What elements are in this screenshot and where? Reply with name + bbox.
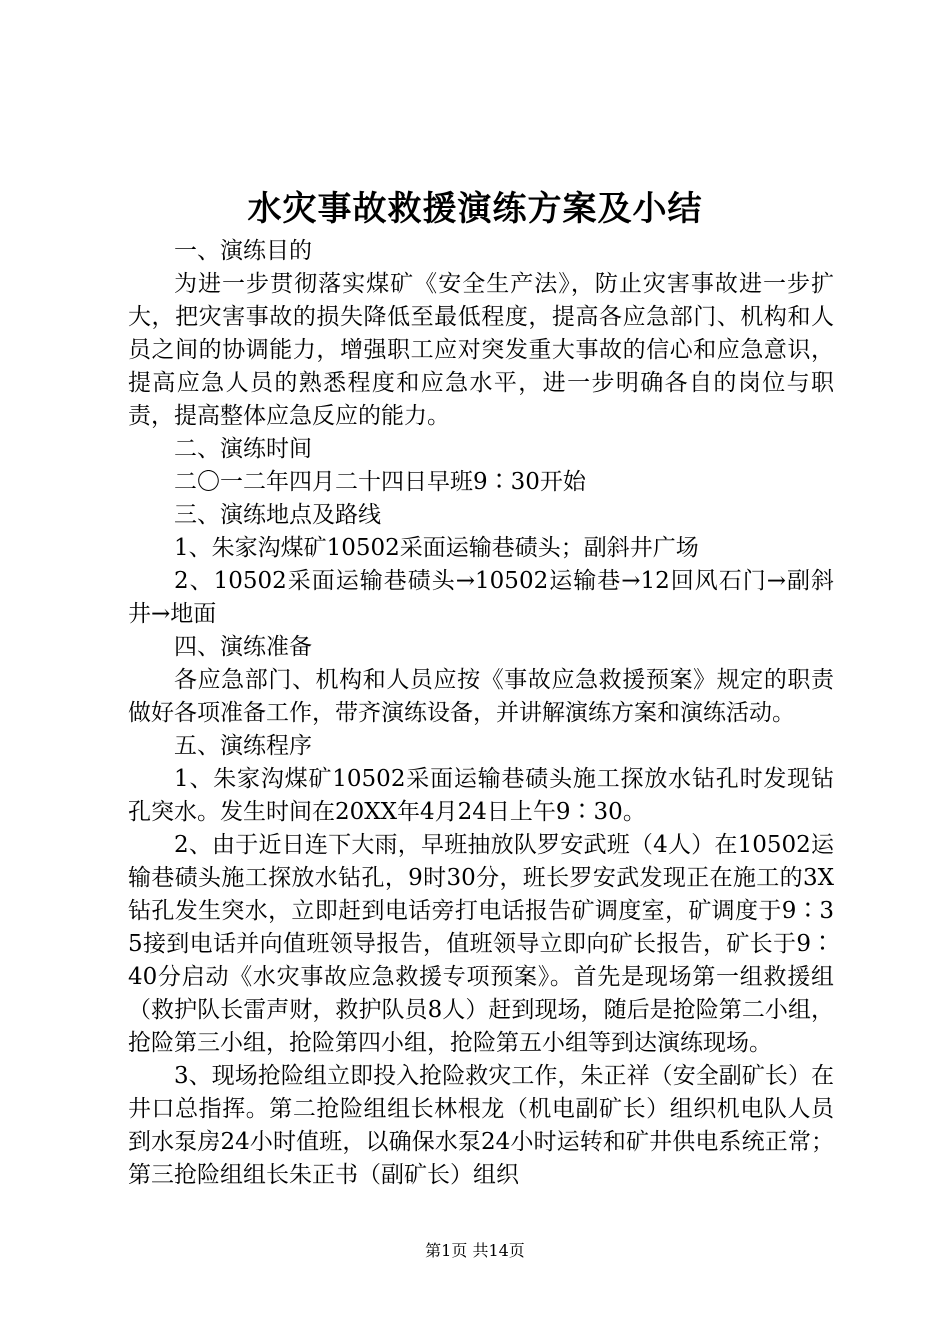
page-footer: 第1页 共14页	[425, 1241, 525, 1260]
section-heading: 五、演练程序	[174, 733, 312, 759]
body-paragraph: 3、现场抢险组立即投入抢险救灾工作，朱正祥（安全副矿长）在井口总指挥。第二抢险组组长林根龙（机电副矿长）组织机电队人员到水泵房24小时值班，以确保水泵24小时运转和矿井供电系统正常；第三抢险组组长朱正书（副矿长）组织	[128, 1063, 834, 1188]
document-body	[128, 235, 834, 1192]
section-heading: 二、演练时间	[174, 436, 312, 462]
body-paragraph: 为进一步贯彻落实煤矿《安全生产法》，防止灾害事故进一步扩大，把灾害事故的损失降低至最低程度，提高各应急部门、机构和人员之间的协调能力，增强职工应对突发重大事故的信心和应急意识，提高应急人员的熟悉程度和应急水平，进一步明确各自的岗位与职责，提高整体应急反应的能力。	[128, 271, 834, 429]
body-paragraph: 2、由于近日连下大雨，早班抽放队罗安武班（4人）在10502运输巷碛头施工探放水钻孔，9时30分，班长罗安武发现正在施工的3X钻孔发生突水，立即赶到电话旁打电话报告矿调度室，矿调度于9∶35接到电话并向值班领导报告，值班领导立即向矿长报告，矿长于9∶40分启动《水灾事故应急救援专项预案》。首先是现场第一组救援组（救护队长雷声财，救护队员8人）赶到现场，随后是抢险第二小组，抢险第三小组，抢险第四小组，抢险第五小组等到达演练现场。	[128, 832, 834, 1056]
body-paragraph: 各应急部门、机构和人员应按《事故应急救援预案》规定的职责做好各项准备工作，带齐演练设备，并讲解演练方案和演练活动。	[128, 667, 834, 726]
body-paragraph: 2、10502采面运输巷碛头→10502运输巷→12回风石门→副斜井→地面	[128, 568, 834, 627]
body-paragraph: 1、朱家沟煤矿10502采面运输巷碛头；副斜井广场	[174, 535, 699, 561]
document-title: 水灾事故救援演练方案及小结	[247, 189, 703, 229]
body-paragraph: 1、朱家沟煤矿10502采面运输巷碛头施工探放水钻孔时发现钻孔突水。发生时间在20XX年4月24日上午9∶30。	[128, 766, 834, 825]
body-paragraph: 二〇一二年四月二十四日早班9∶30开始	[174, 469, 586, 495]
section-heading: 四、演练准备	[174, 634, 312, 660]
section-heading: 三、演练地点及路线	[174, 502, 381, 528]
section-heading: 一、演练目的	[174, 238, 312, 264]
